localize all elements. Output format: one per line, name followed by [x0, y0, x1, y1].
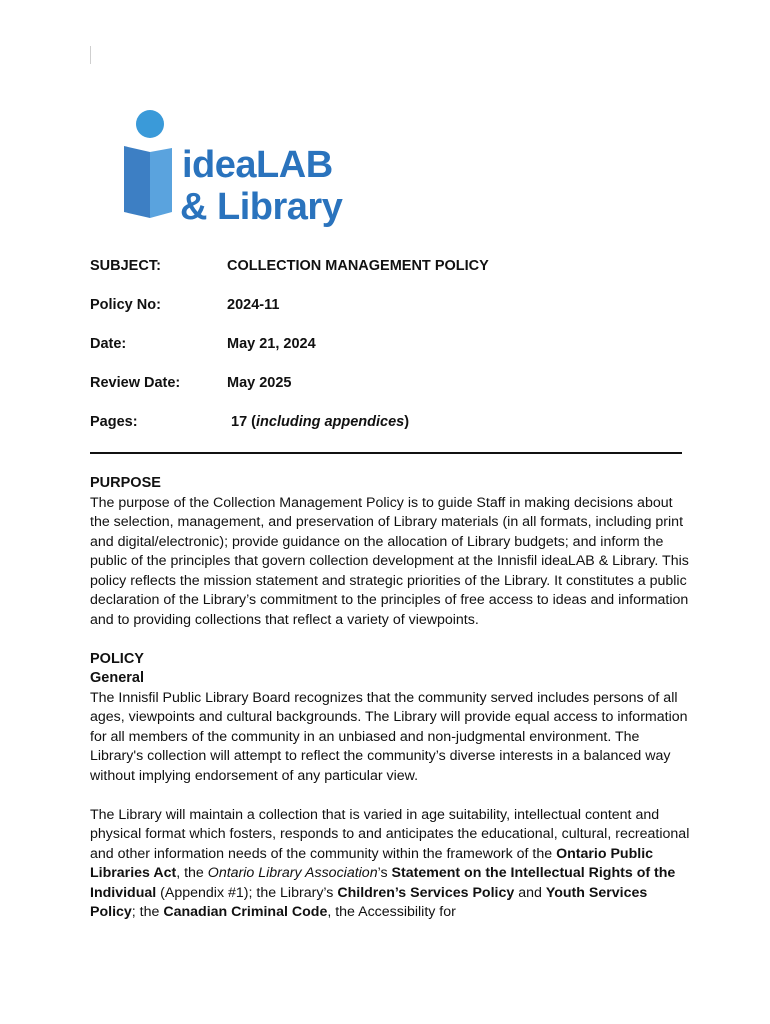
para2-text-7: , the Accessibility for [327, 904, 456, 920]
para2-text-2: , the [176, 865, 208, 881]
pages-value [231, 414, 409, 430]
para2-bold-criminal-code: Canadian Criminal Code [163, 904, 328, 920]
subject-label: SUBJECT: [90, 258, 161, 274]
policy-header-table [90, 254, 690, 449]
date-label: Date: [90, 336, 127, 352]
para2-text-1: The Library will maintain a collection that is varied in age suitability, intellectual content and physical format which fosters, responds to and anticipates the educational, cultural, recreational and other information needs of the community within the framework of the [90, 806, 690, 862]
para2-text-6: ; the [131, 904, 164, 920]
general-subheading: General [90, 670, 144, 686]
policy-no-label: Policy No: [90, 297, 161, 313]
text-cursor-mark [90, 46, 91, 64]
policy-no-value: 2024-11 [227, 297, 280, 313]
logo-text-idealab: ideaLAB [182, 144, 333, 186]
general-paragraph-2 [90, 806, 690, 923]
pages-value-prefix: 17 ( [231, 414, 256, 430]
meta-row-subject [90, 254, 690, 293]
policy-heading: POLICY [90, 650, 144, 667]
para2-italic-ola: Ontario Library Association [207, 865, 378, 881]
para2-text-3: ’s [377, 865, 392, 881]
meta-row-review-date [90, 371, 690, 410]
para2-bold-statement: Statement on the Intellectual Rights of the Individual [90, 865, 676, 901]
para2-bold-libraries-act: Ontario Public Libraries Act [90, 845, 654, 881]
idealab-library-logo [120, 108, 350, 230]
subject-value: COLLECTION MANAGEMENT POLICY [227, 258, 489, 274]
para2-bold-childrens-policy: Children’s Services Policy [337, 884, 515, 901]
pages-value-italic: including appendices [256, 414, 405, 430]
purpose-heading: PURPOSE [90, 475, 161, 491]
logo-text-library: & Library [180, 186, 343, 228]
date-value: May 21, 2024 [227, 336, 316, 352]
meta-row-policy-no [90, 293, 690, 332]
review-date-value: May 2025 [227, 375, 292, 391]
meta-row-date [90, 332, 690, 371]
general-paragraph-1: The Innisfil Public Library Board recognizes that the community served includes persons of all ages, viewpoints and cultural backgrounds. The Library will provide equal access to information for all members of the community in an unbiased and non-judgmental environment. The Library's collection will attempt to reflect the community’s diverse interests in a balanced way without implying endorsement of any particular view. [90, 689, 688, 784]
header-divider [90, 452, 682, 454]
purpose-paragraph: The purpose of the Collection Management Policy is to guide Staff in making decisions about the selection, management, and preservation of Library materials (in all formats, including print and digital/electronic); provide guidance on the allocation of Library budgets; and inform the public of the principles that govern collection development at the Innisfil ideaLAB & Library. This policy reflects the mission statement and strategic priorities of the Library. It constitutes a public declaration of the Library’s commitment to the principles of free access to ideas and information and to providing collections that reflect a variety of viewpoints. [90, 494, 689, 628]
para2-bold-youth-policy: Youth Services Policy [90, 884, 648, 920]
meta-row-pages [90, 410, 690, 449]
pages-value-suffix: ) [404, 414, 410, 430]
pages-label: Pages: [90, 414, 138, 430]
policy-body [90, 474, 690, 923]
review-date-label: Review Date: [90, 375, 181, 391]
para2-text-4: (Appendix #1); the Library’s [156, 884, 338, 901]
para2-text-5: and [514, 884, 546, 901]
